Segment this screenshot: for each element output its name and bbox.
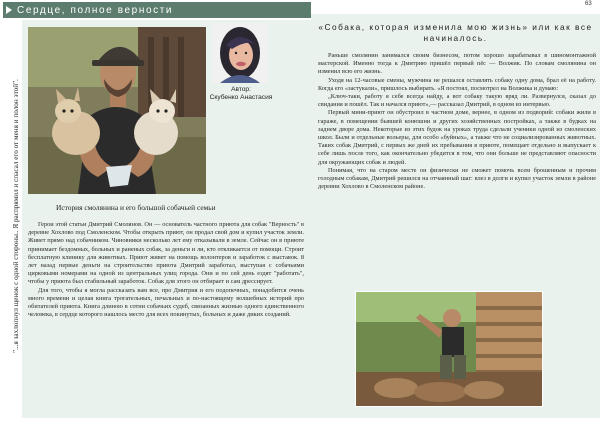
paragraph: Уходя на 12-часовые смены, мужчина не решался оставлять собаку одну дома, брал её на работу. Когда его «застукали», пришлось выбирать. «Я постоял, посмотрел на Волжика и думаю: (318, 76, 596, 92)
triangle-marker-icon (6, 6, 12, 14)
paragraph: Понимая, что на старом месте он физически не сможет помочь всем брошенным и прочим голодным собакам, Дмитрий решился на отчаянный шаг: влез в долги и купил участок земли в районе деревни Хохлово в Смоленском районе. (318, 166, 596, 191)
article-title: «Собака, которая изменила мою жизнь» или как все начиналось. (318, 22, 593, 43)
paragraph: Раньше смолянин занимался своим бизнесом, потом хорошо зарабатывал в шиномонтажной мастерской. Именно тогда к Дмитрию пришёл первый пёс — Волжик. По словам смолянина он изменил всю его жизнь. (318, 52, 596, 76)
photo-author-portrait (212, 23, 268, 83)
paragraph: Герои этой статьи Дмитрий Смолянов. Он — основатель частного приюта для собак "Верность" в деревне Хохлово под Смоленском. Чтобы открыть приют, он продал свой дом и купил участок земли. Живет прямо над собачником. Чиновники несколько лет ему отказывали в земле. Сейчас он в приюте принимает бездомных, больных и раненых собак, за деньги и ли, кто откликается от помощи. Строит бесплатную клинику для животных. Приют живет на помощь волонтеров и заработок с выставок. 8 лет назад первые деньги на строительство приюта Дмитрий заработал, выступая с собачьими цирковыми номерами на одной из центральных улиц города. Они и по сей день ездят "работать", чтобы у приюта был стабильный заработок. Собак для этого он отбирает и сам дрессирует. (28, 221, 304, 286)
vertical-side-quote: "...я захлопнул щенок с одной стороны.. Я распрямил и спасал его от меня и полон этой". (12, 79, 20, 353)
right-article-text (318, 52, 596, 191)
author-name: Скубенко Анастасия (209, 94, 273, 101)
paragraph: „Ключ-таки, работу я себе всегда найду, а вот собаку такую вряд ли. Развернулся, сказал до свидания и пошёл. Так и начался приют»,— рассказал Дмитрий, в одном из интервью. (318, 93, 596, 109)
left-article-text (28, 221, 304, 319)
left-section-heading: История смолянина и его большой собачьей семьи (56, 203, 216, 212)
section-title: Сердце, полное верности (17, 5, 174, 16)
section-header-bar (3, 2, 311, 18)
author-caption (208, 86, 274, 102)
author-caption-label: Автор: (231, 86, 251, 93)
photo-man-at-construction (355, 291, 543, 407)
photo-man-with-dogs (28, 27, 206, 194)
paragraph: Первый мини-приют он обустроил в частном доме, вернее, в одном из подворий: собаки жили в гараже, в помещении бывшей конюшни и других хозяйственных постройках, а также в будках на заднем дворе дома. Некоторые из этих будок на уроках труда сделали ученики одной из смоленских школ. Были и отдельные вольеры, для особо «буйных», а также что не социализированных животных. Таких собак Дмитрий, с первых же дней их пребывания в приюте, помещает отдельно и выпускает к себе лишь после того, как окончательно убедится в том, что они больше не представляют опасности для окружающих собак и людей. (318, 109, 596, 166)
page-number: 63 (585, 1, 592, 7)
paragraph: Для того, чтобы я могла рассказать вам все, про Дмитрия и его подопечных, понадобится очень много времени и целая книга трогательных, печальных и по-настоящему волшебных историй про обитателей приюта. Книга длиною в сотни собачьих судеб, связанных жизнью одного единственного человека, в сердце которого нашлось место для всех покинутых, больных и даже диких созданий. (28, 286, 304, 319)
